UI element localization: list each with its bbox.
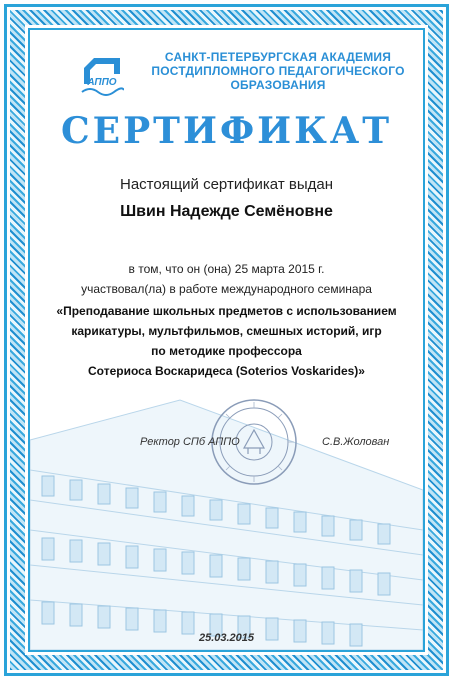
academy-logo bbox=[80, 54, 124, 100]
seminar-title-line: «Преподавание школьных предметов с использованием bbox=[56, 304, 397, 318]
academy-header bbox=[80, 50, 410, 104]
signatory-name: С.В.Жолован bbox=[322, 436, 390, 448]
statement-date-line: в том, что он (она) 25 марта 2015 г. bbox=[128, 262, 325, 276]
seminar-title-line: Сотериоса Воскаридеса (Soterios Voskarides)» bbox=[88, 364, 365, 378]
academy-name-line: ОБРАЗОВАНИЯ bbox=[230, 78, 326, 92]
academy-name bbox=[128, 50, 428, 92]
certificate-date: 25.03.2015 bbox=[198, 632, 255, 644]
certificate-title: СЕРТИФИКАТ bbox=[61, 110, 392, 152]
academy-name-line: ПОСТДИПЛОМНОГО ПЕДАГОГИЧЕСКОГО bbox=[151, 64, 405, 78]
issued-to-label: Настоящий сертификат выдан bbox=[119, 176, 333, 193]
seminar-title-line: по методике профессора bbox=[151, 344, 302, 358]
recipient-name: Швин Надежде Семёновне bbox=[120, 203, 333, 220]
logo-text: АППО bbox=[87, 77, 117, 88]
seminar-title-line: карикатуры, мультфильмов, смешных историй, игр bbox=[71, 324, 382, 338]
academy-name-line: САНКТ-ПЕТЕРБУРГСКАЯ АКАДЕМИЯ bbox=[164, 50, 392, 64]
signatory-position: Ректор СПб АППО bbox=[140, 436, 240, 448]
statement-participation-line: участвовал(ла) в работе международного семинара bbox=[81, 282, 372, 296]
